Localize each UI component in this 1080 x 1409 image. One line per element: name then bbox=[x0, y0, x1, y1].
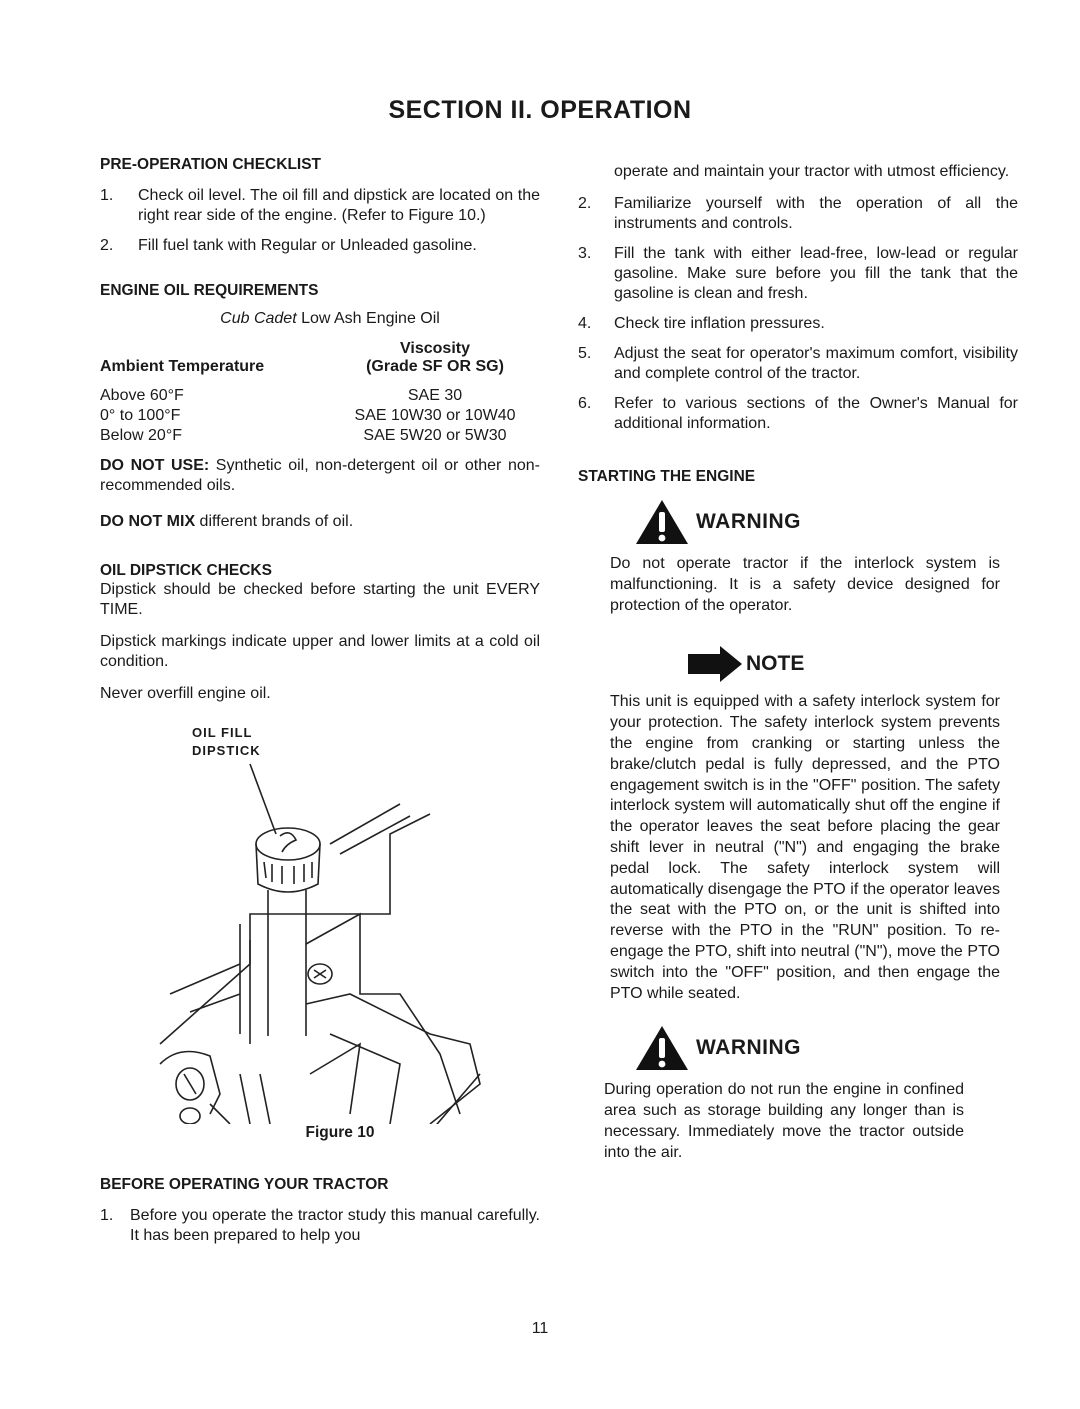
grade-cell: SAE 5W20 or 5W30 bbox=[363, 427, 507, 444]
item-number: 6. bbox=[578, 395, 592, 412]
warning-label: WARNING bbox=[696, 1036, 801, 1060]
oil-title bbox=[120, 310, 540, 328]
warning-triangle-icon bbox=[634, 498, 690, 546]
starting-engine-heading: STARTING THE ENGINE bbox=[578, 468, 756, 485]
checklist-heading: PRE-OPERATION CHECKLIST bbox=[100, 156, 322, 173]
dipstick-paragraph: Dipstick markings indicate upper and lower limits at a cold oil condition. bbox=[100, 633, 540, 670]
item-text: Check oil level. The oil fill and dipstick are located on the right rear side of the engine. (Refer to Figure 10.) bbox=[138, 187, 540, 224]
grade-cell: SAE 30 bbox=[407, 387, 463, 404]
item-number: 4. bbox=[578, 315, 592, 332]
note-header bbox=[686, 644, 1018, 684]
left-column bbox=[100, 156, 540, 1246]
table-row bbox=[100, 406, 540, 426]
item-text: Check tire inflation pressures. bbox=[614, 315, 825, 332]
item-text: Before you operate the tractor study this manual carefully. It has been prepared to help you bbox=[130, 1207, 540, 1244]
warning-header bbox=[634, 1024, 1018, 1072]
item-number: 5. bbox=[578, 345, 592, 362]
figure-10 bbox=[100, 714, 540, 1124]
before-operating-heading: BEFORE OPERATING YOUR TRACTOR bbox=[100, 1176, 389, 1193]
page-number: 11 bbox=[531, 1320, 549, 1337]
table-row bbox=[100, 426, 540, 446]
ambient-temp-header: Ambient Temperature bbox=[100, 358, 265, 375]
section-title: SECTION II. OPERATION bbox=[388, 96, 692, 124]
engine-dipstick-illustration bbox=[100, 744, 540, 1124]
figure-caption: Figure 10 bbox=[305, 1124, 375, 1141]
arrow-right-icon bbox=[686, 644, 744, 684]
list-item bbox=[578, 314, 1018, 334]
item-number: 2. bbox=[100, 237, 114, 254]
warning-header bbox=[634, 498, 1018, 546]
figure-label: OIL FILL DIPSTICK bbox=[192, 725, 261, 758]
item-text: Adjust the seat for operator's maximum comfort, visibility and complete control of the tractor. bbox=[614, 345, 1018, 382]
temp-cell: 0° to 100°F bbox=[100, 407, 181, 424]
note-text: This unit is equipped with a safety interlock system for your protection. The safety interlock system prevents the engine from cranking or starting unless the brake/clutch pedal is fully depressed, and the PTO engagement switch is in the "OFF" position. The safety interlock system will automatically shut off the engine if the operator leaves the seat before placing the gear shift lever in neutral ("N") and engaging the brake pedal lock. The safety interlock system will automatically disengage the PTO if the operator leaves the seat with the PTO on, or the unit is shifted into reverse with the PTO in the "RUN" position. To re-engage the PTO, shift into neutral ("N"), move the PTO switch into the "OFF" position, and then engage the PTO while seated. bbox=[610, 693, 1000, 1002]
right-column bbox=[578, 162, 1018, 1164]
item-text: Fill fuel tank with Regular or Unleaded gasoline. bbox=[138, 237, 477, 254]
oil-title-rest: Low Ash Engine Oil bbox=[296, 310, 440, 327]
list-item bbox=[578, 244, 1018, 304]
item-number: 3. bbox=[578, 245, 592, 262]
item-number: 1. bbox=[100, 187, 114, 204]
continued-paragraph: operate and maintain your tractor with utmost efficiency. bbox=[614, 163, 1010, 180]
oil-brand: Cub Cadet bbox=[220, 310, 297, 327]
note-label: NOTE bbox=[746, 652, 805, 676]
item-text: Fill the tank with either lead-free, low-lead or regular gasoline. Make sure before you fill the tank that the gasoline is clean and fresh. bbox=[614, 245, 1018, 302]
temp-cell: Below 20°F bbox=[100, 427, 182, 444]
do-not-mix-paragraph: DO NOT MIX different brands of oil. bbox=[100, 513, 354, 530]
table-row bbox=[100, 386, 540, 406]
list-item bbox=[578, 344, 1018, 384]
list-item bbox=[100, 186, 540, 226]
list-item bbox=[100, 1206, 540, 1246]
dipstick-heading: OIL DIPSTICK CHECKS bbox=[100, 562, 272, 579]
item-text: Refer to various sections of the Owner's Manual for additional information. bbox=[614, 395, 1018, 432]
warning-triangle-icon bbox=[634, 1024, 690, 1072]
list-item bbox=[578, 394, 1018, 434]
item-number: 1. bbox=[100, 1207, 114, 1224]
list-item bbox=[100, 236, 540, 256]
warning-text: During operation do not run the engine in confined area such as storage building any longer than is necessary. Immediately move the tractor outside into the air. bbox=[604, 1081, 964, 1161]
item-number: 2. bbox=[578, 195, 592, 212]
temp-cell: Above 60°F bbox=[100, 387, 184, 404]
oil-table bbox=[100, 340, 540, 446]
list-item bbox=[578, 194, 1018, 234]
grade-cell: SAE 10W30 or 10W40 bbox=[354, 407, 516, 424]
item-text: Familiarize yourself with the operation of all the instruments and controls. bbox=[614, 195, 1018, 232]
dipstick-paragraph: Dipstick should be checked before starting the unit EVERY TIME. bbox=[100, 581, 540, 618]
warning-text: Do not operate tractor if the interlock system is malfunctioning. It is a safety device designed for protection of the operator. bbox=[610, 555, 1000, 614]
warning-label: WARNING bbox=[696, 510, 801, 533]
table-header-row bbox=[100, 340, 540, 376]
dipstick-paragraph: Never overfill engine oil. bbox=[100, 685, 271, 702]
do-not-use-paragraph: DO NOT USE: Synthetic oil, non-detergent oil or other non-recommended oils. bbox=[100, 457, 541, 494]
oil-requirements-heading: ENGINE OIL REQUIREMENTS bbox=[100, 282, 319, 299]
viscosity-header: Viscosity (Grade SF OR SG) bbox=[366, 340, 504, 375]
